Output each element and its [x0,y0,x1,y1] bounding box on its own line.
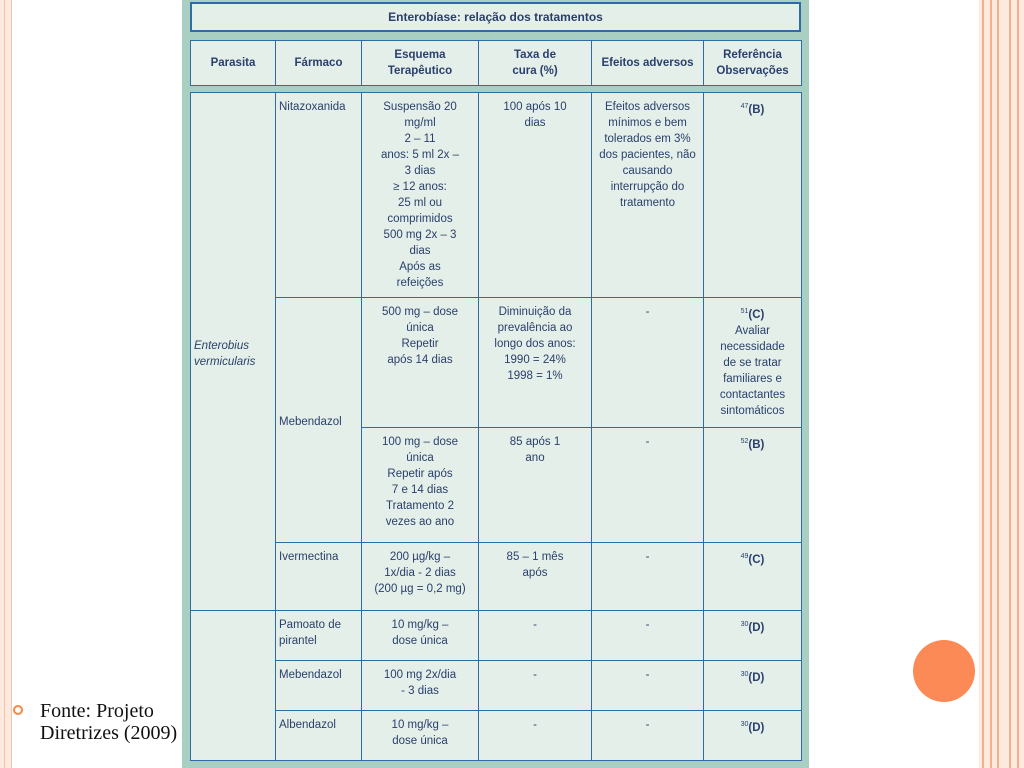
adverse-cell: - [592,428,704,543]
drug-cell: Ivermectina [276,543,362,611]
decorative-circle [913,640,975,702]
source-caption: Fonte: Projeto Diretrizes (2009) [40,700,178,744]
table-title: Enterobíase: relação dos tratamentos [190,2,801,32]
cure-cell: - [479,661,592,711]
reference-number: 52 [740,438,749,445]
reference-number: 30 [740,721,749,728]
reference-cell [704,661,802,711]
reference-cell [704,298,802,428]
reference-number: 49 [740,553,749,560]
table-row [191,611,802,661]
parasite-cell-empty [191,611,276,761]
drug-cell: Mebendazol [276,298,362,543]
reference-cell [704,711,802,761]
reference-number: 30 [740,621,749,628]
adverse-cell: - [592,661,704,711]
evidence-grade: (B) [748,103,765,116]
table-row [191,661,802,711]
adverse-cell: - [592,611,704,661]
header-drug: Fármaco [276,41,362,86]
scheme-cell: 100 mg – dose única Repetir após 7 e 14 dias Tratamento 2 vezes ao ano [362,428,479,543]
evidence-grade: (D) [748,671,765,684]
cure-cell: - [479,611,592,661]
header-cure-rate: Taxa de cura (%) [479,41,592,86]
evidence-grade: (D) [748,621,765,634]
header-adverse-effects: Efeitos adversos [592,41,704,86]
cure-cell: 100 após 10 dias [479,93,592,298]
table-header-row [191,41,802,86]
scheme-cell: 100 mg 2x/dia - 3 dias [362,661,479,711]
evidence-grade: (D) [748,721,765,734]
reference-number: 47 [740,103,749,110]
reference-number: 30 [740,671,749,678]
header-scheme: Esquema Terapêutico [362,41,479,86]
scheme-cell: 10 mg/kg – dose única [362,611,479,661]
observation-text: Avaliar necessidade de se tratar familiares e contactantes sintomáticos [719,324,786,417]
reference-cell [704,428,802,543]
evidence-grade: (C) [748,553,765,566]
left-decorative-strip [0,0,12,768]
table-row [191,298,802,428]
cure-cell: 85 – 1 mês após [479,543,592,611]
table-row [191,543,802,611]
adverse-cell: - [592,298,704,428]
reference-cell [704,93,802,298]
adverse-cell: - [592,543,704,611]
header-reference: Referência Observações [704,41,802,86]
reference-number: 51 [740,308,749,315]
adverse-cell: - [592,711,704,761]
right-decorative-stripes [979,0,1024,768]
table-row [191,93,802,298]
scheme-cell: Suspensão 20 mg/ml 2 – 11 anos: 5 ml 2x – 3 dias ≥ 12 anos: 25 ml ou comprimidos 500 mg 2x – 3 dias Após as refeições [362,93,479,298]
reference-cell [704,543,802,611]
drug-cell: Pamoato de pirantel [276,611,362,661]
evidence-grade: (B) [748,438,765,451]
drug-cell: Nitazoxanida [276,93,362,298]
treatment-table-image [182,0,809,768]
scheme-cell: 200 µg/kg – 1x/dia - 2 dias (200 µg = 0,2 mg) [362,543,479,611]
drug-cell: Mebendazol [276,661,362,711]
scheme-cell: 10 mg/kg – dose única [362,711,479,761]
cure-cell: 85 após 1 ano [479,428,592,543]
drug-cell: Albendazol [276,711,362,761]
scheme-cell: 500 mg – dose única Repetir após 14 dias [362,298,479,428]
cure-cell: - [479,711,592,761]
cure-cell: Diminuição da prevalência ao longo dos anos: 1990 = 24% 1998 = 1% [479,298,592,428]
evidence-grade: (C) [748,308,765,321]
bullet-icon [13,705,23,715]
parasite-cell: Enterobius vermicularis [191,93,276,611]
adverse-cell: Efeitos adversos mínimos e bem tolerados em 3% dos pacientes, não causando interrupção do tratamento [592,93,704,298]
treatment-table [190,40,802,761]
header-parasite: Parasita [191,41,276,86]
reference-cell [704,611,802,661]
table-row [191,711,802,761]
